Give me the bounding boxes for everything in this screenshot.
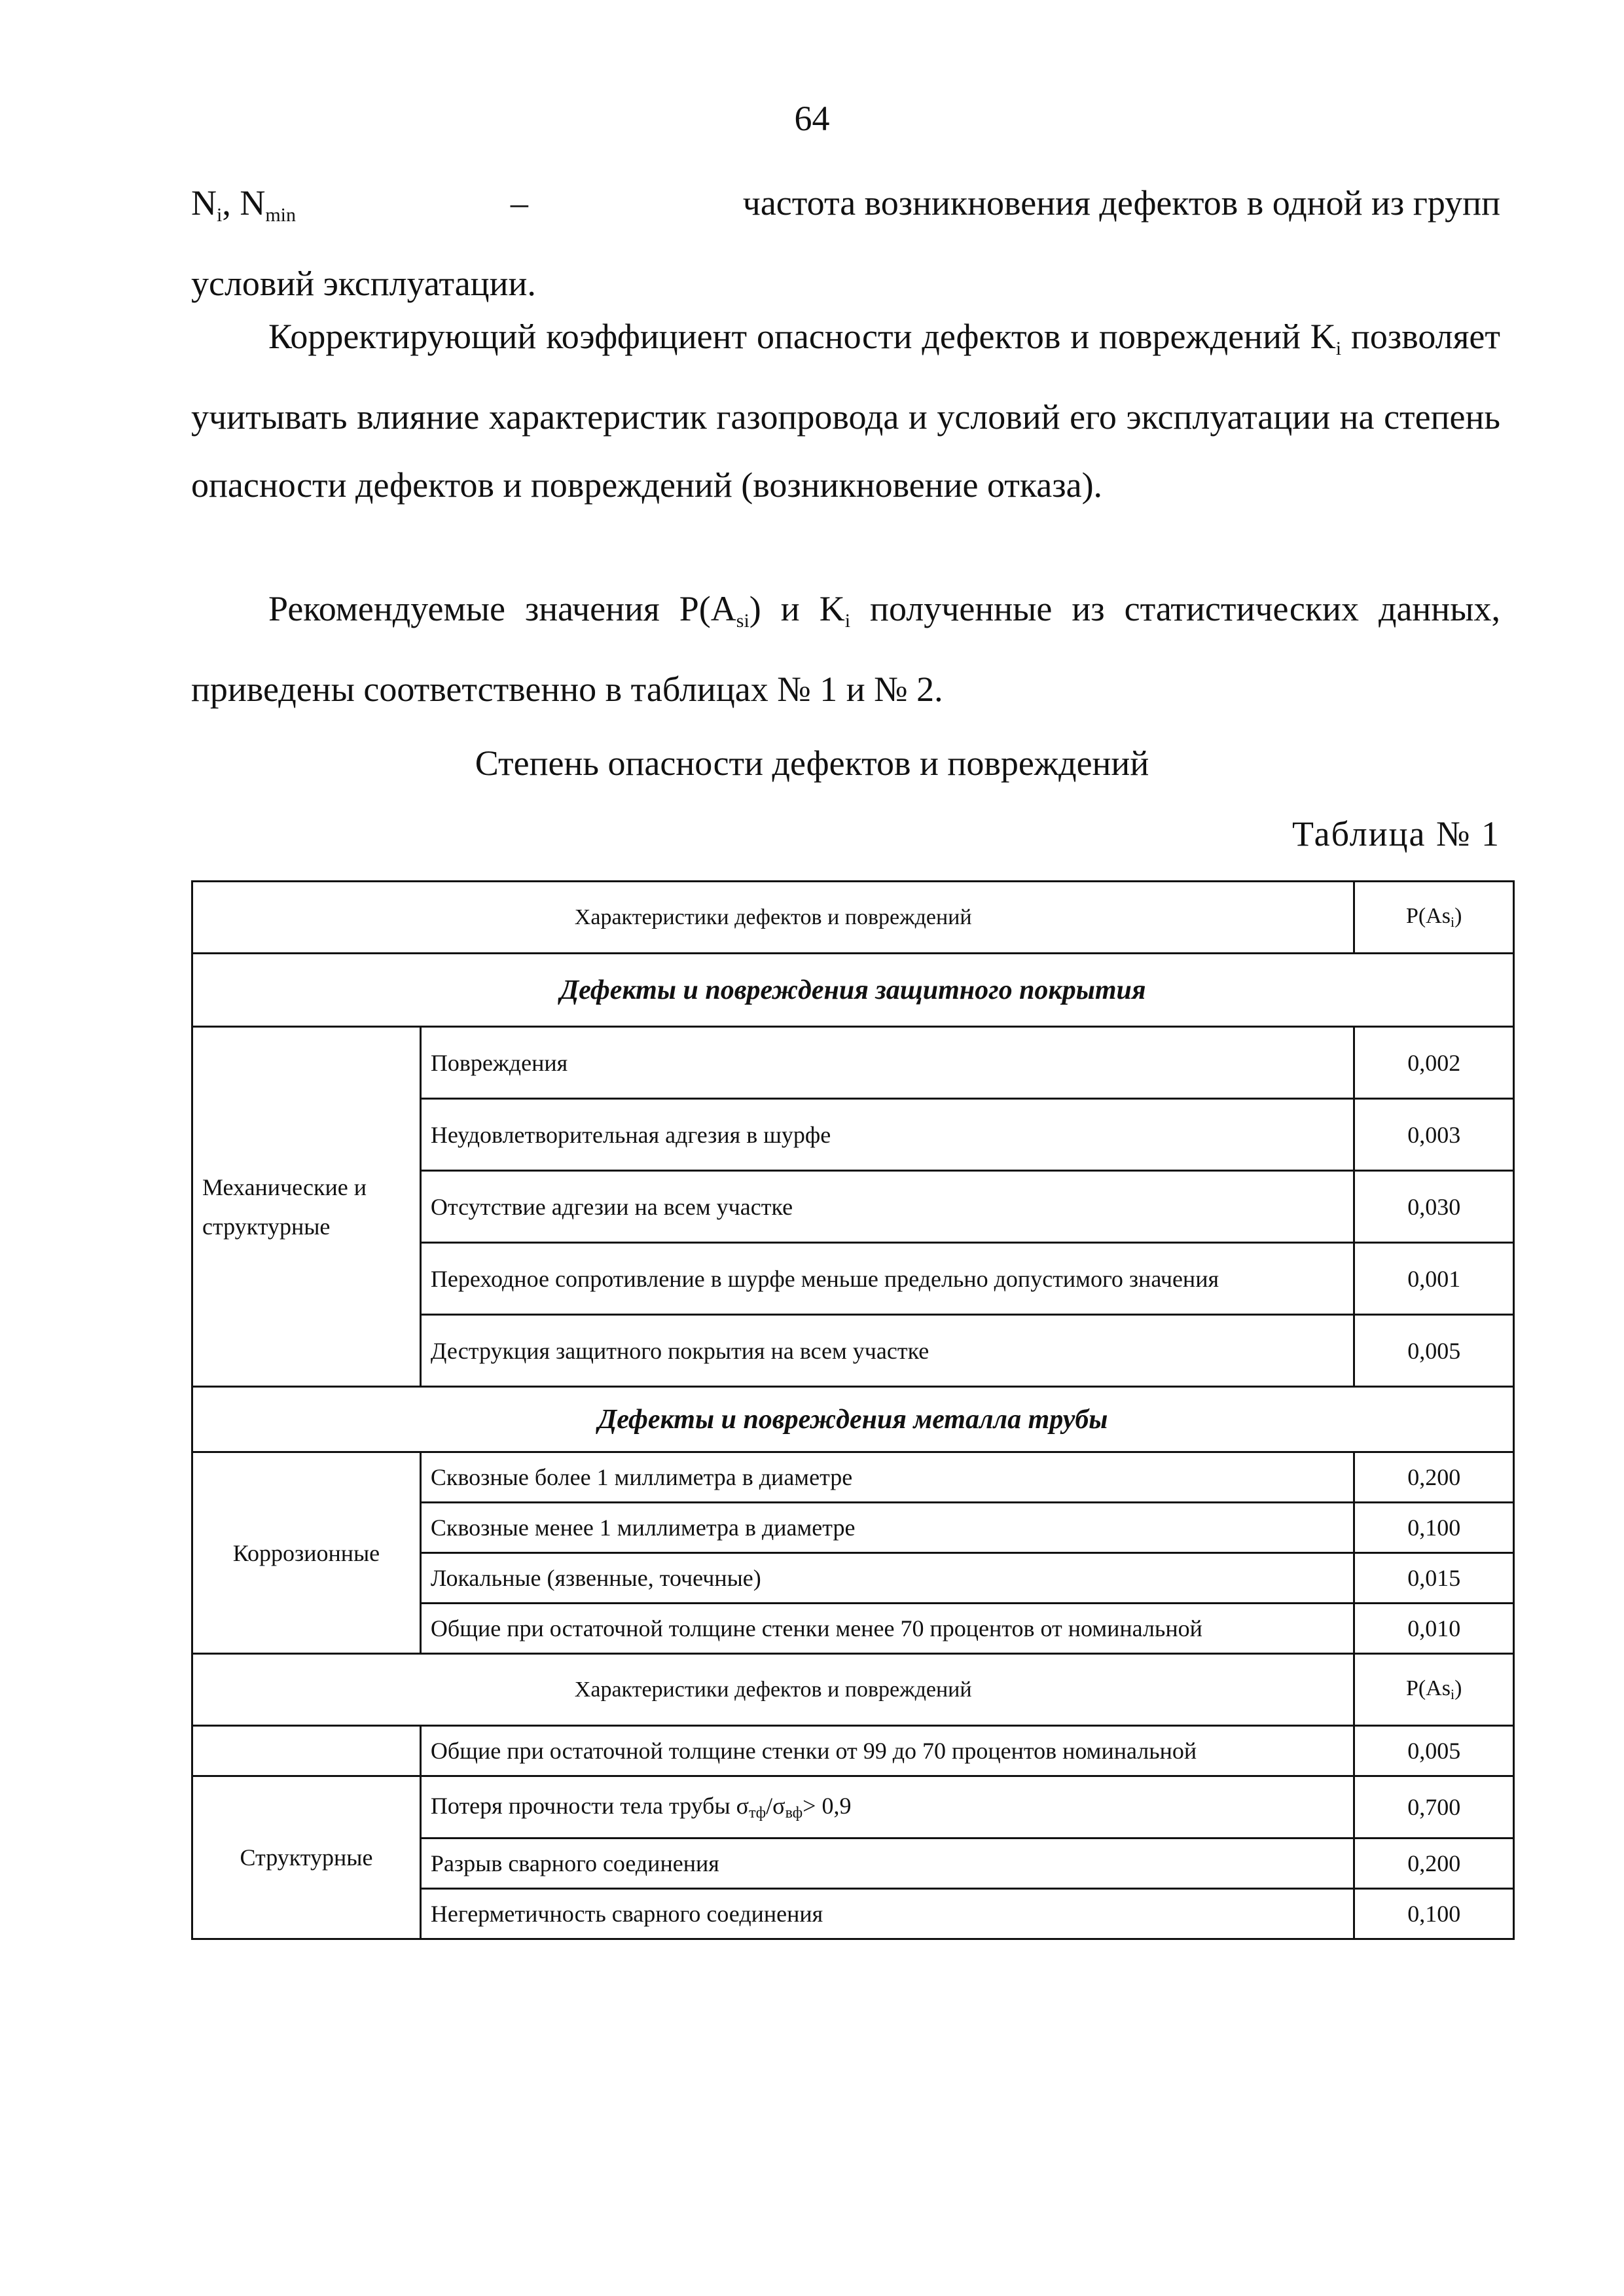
- row-label: Разрыв сварного соединения: [420, 1839, 1354, 1889]
- table-header-row: [192, 882, 1514, 954]
- paragraph-correction-factor: Корректирующий коэффициент опасности дефектов и повреждений $K_i$ позволяет учитывать влияние характеристик газопровода и условий его эксплуатации на степень опасности дефектов и повреждений (возникновение отказа).: [191, 317, 1501, 505]
- table-repeat-header-row: [192, 1654, 1514, 1726]
- table-label: Таблица № 1: [1292, 814, 1500, 853]
- row-value: 0,200: [1354, 1839, 1514, 1889]
- row-label: Сквозные менее 1 миллиметра в диаметре: [420, 1503, 1354, 1553]
- row-label: Локальные (язвенные, точечные): [420, 1553, 1354, 1604]
- definition-continuation: условий эксплуатации.: [191, 264, 536, 303]
- row-value: 0,100: [1354, 1503, 1514, 1553]
- row-value: 0,003: [1354, 1099, 1514, 1171]
- table-row: [192, 1027, 1514, 1099]
- definition-line: [191, 169, 1500, 249]
- row-value: 0,001: [1354, 1243, 1514, 1315]
- row-label: Негерметичность сварного соединения: [420, 1889, 1354, 1939]
- row-label: Общие при остаточной толщине стенки менее 70 процентов от номинальной: [420, 1604, 1354, 1654]
- row-label: Неудовлетворительная адгезия в шурфе: [420, 1099, 1354, 1171]
- row-label: Переходное сопротивление в шурфе меньше предельно допустимого значения: [420, 1243, 1354, 1315]
- row-value: 0,010: [1354, 1604, 1514, 1654]
- page-number: 64: [794, 99, 830, 138]
- paragraph-recommended-values: Рекомендуемые значения $P(A_{si})$ и $K_i$ полученные из статистических данных, приведены соответственно в таблицах № 1 и № 2.: [191, 589, 1500, 709]
- row-label: Отсутствие адгезии на всем участке: [420, 1171, 1354, 1243]
- category-mechanical-structural: Механические и структурные: [192, 1027, 421, 1387]
- table-row: [192, 1452, 1514, 1503]
- definition-dash: –: [510, 183, 528, 223]
- row-value: 0,005: [1354, 1315, 1514, 1387]
- table-row: [192, 1726, 1514, 1776]
- row-value: 0,200: [1354, 1452, 1514, 1503]
- row-label: Общие при остаточной толщине стенки от 99 до 70 процентов номинальной: [420, 1726, 1354, 1776]
- row-value: 0,005: [1354, 1726, 1514, 1776]
- row-label: Сквозные более 1 миллиметра в диаметре: [420, 1452, 1354, 1503]
- repeat-header-characteristics: Характеристики дефектов и повреждений: [192, 1654, 1354, 1726]
- definition-text: частота возникновения дефектов в одной из групп: [742, 183, 1500, 223]
- category-structural: Структурные: [192, 1776, 421, 1939]
- row-label: Потеря прочности тела трубы σтф/σвф> 0,9: [420, 1776, 1354, 1839]
- repeat-header-probability: P(Asi): [1354, 1654, 1514, 1726]
- row-value: 0,100: [1354, 1889, 1514, 1939]
- table-row: [192, 1776, 1514, 1839]
- row-label: Деструкция защитного покрытия на всем участке: [420, 1315, 1354, 1387]
- section-title-coating: Дефекты и повреждения защитного покрытия: [192, 954, 1514, 1027]
- row-value: 0,030: [1354, 1171, 1514, 1243]
- defects-table: [191, 880, 1515, 1940]
- row-value: 0,700: [1354, 1776, 1514, 1839]
- section-row-metal: [192, 1387, 1514, 1452]
- definition-paragraph: [191, 169, 1500, 317]
- section-title-metal: Дефекты и повреждения металла трубы: [192, 1387, 1514, 1452]
- header-probability: P(Asi): [1354, 882, 1514, 954]
- section-row-coating: [192, 954, 1514, 1027]
- category-corrosion: Коррозионные: [192, 1452, 421, 1654]
- table-caption: Степень опасности дефектов и повреждений: [475, 744, 1149, 783]
- definition-symbols: $N_i$, $N_{min}$: [191, 183, 297, 226]
- row-label: Повреждения: [420, 1027, 1354, 1099]
- row-value: 0,015: [1354, 1553, 1514, 1604]
- header-characteristics: Характеристики дефектов и повреждений: [192, 882, 1354, 954]
- row-value: 0,002: [1354, 1027, 1514, 1099]
- continuation-empty-category: [192, 1726, 421, 1776]
